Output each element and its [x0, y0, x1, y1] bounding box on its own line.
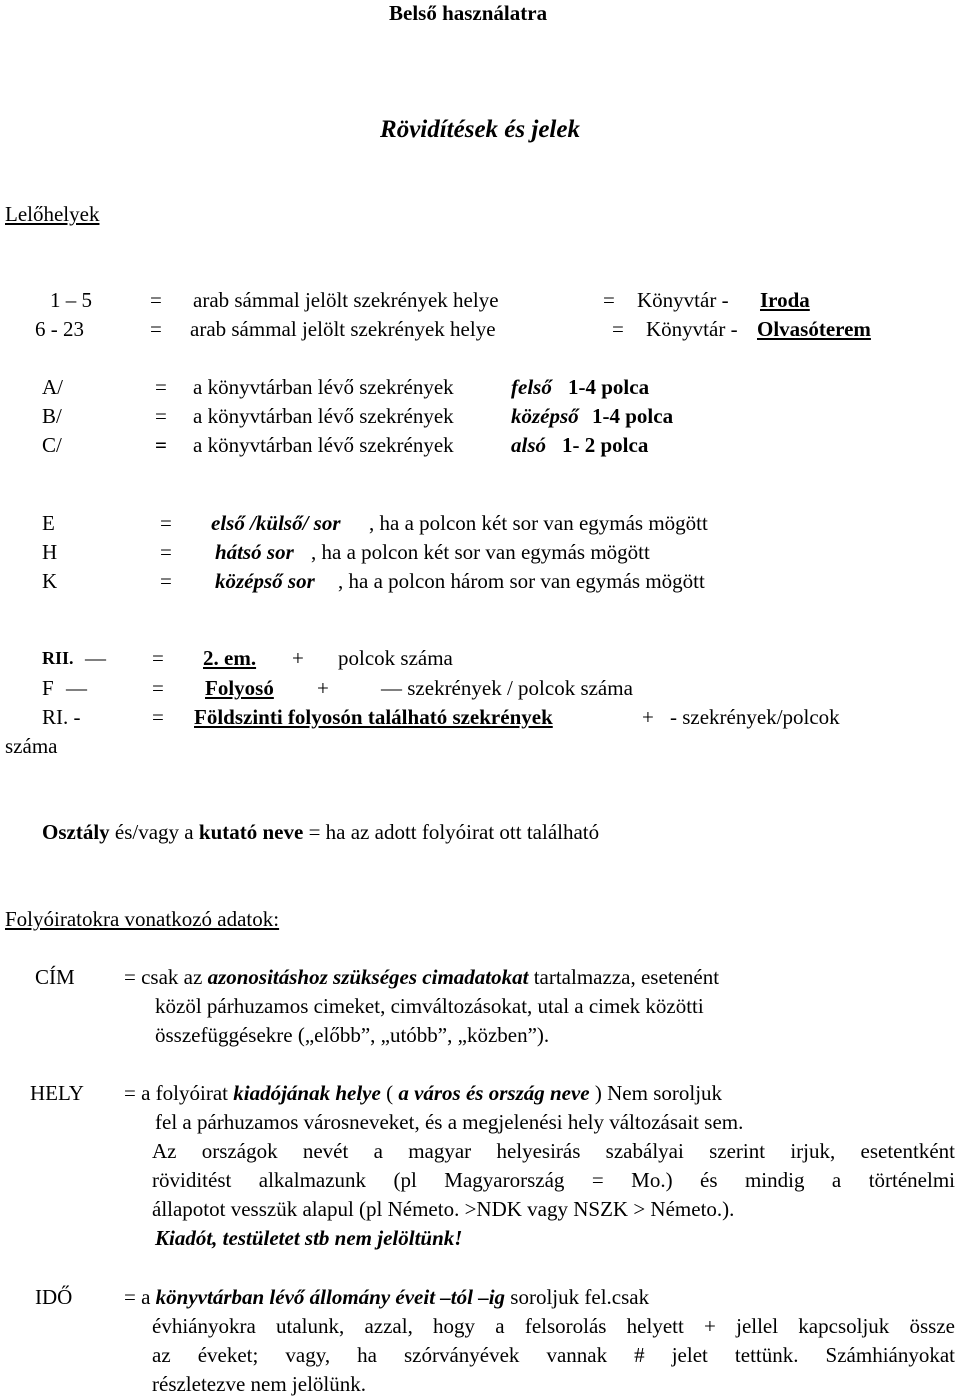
emphasis: a város és ország neve	[398, 1081, 590, 1105]
shelf-desc: a könyvtárban lévő szekrények	[193, 375, 454, 399]
text: = ha az adott folyóirat ott található	[308, 820, 600, 844]
row-desc: , ha a polcon két sor van egymás mögött	[369, 511, 708, 535]
researcher-label: kutató neve	[198, 820, 304, 844]
cim-label: CÍM	[35, 965, 75, 989]
shelf-desc: a könyvtárban lévő szekrények	[193, 404, 454, 428]
row-code: E	[42, 511, 55, 535]
corridor-code: F	[42, 676, 54, 700]
text: soroljuk fel.csak	[510, 1285, 650, 1309]
text: = a	[124, 1285, 151, 1309]
equals-sign: =	[155, 433, 167, 457]
row-desc: , ha a polcon három sor van egymás mögött	[338, 569, 705, 593]
equals-sign: =	[152, 705, 164, 729]
location-code: 6 - 23	[35, 317, 84, 341]
hely-note: Kiadót, testületet stb nem jelöltünk!	[155, 1226, 463, 1250]
row-name: hátsó sor	[215, 540, 294, 564]
location-desc: arab sámmal jelölt szekrények helye	[190, 317, 496, 341]
hely-line: állapotot vesszük alapul (pl Németo. >NDK vagy NSZK > Németo.).	[152, 1197, 735, 1221]
text: tartalmazza, esetenént	[533, 965, 720, 989]
corridor-value: Folyosó	[205, 676, 274, 700]
corridor-value: 2. em.	[203, 646, 257, 670]
text: ) Nem soroljuk	[594, 1081, 723, 1105]
emphasis: kiadójának helye	[233, 1081, 381, 1105]
equals-sign: =	[612, 317, 624, 341]
cim-line: összefüggésekre („előbb”, „utóbb”, „közben”).	[155, 1023, 550, 1047]
hely-line	[124, 1082, 722, 1105]
hely-line: Az országok nevét a magyar helyesirás szabályai szerint irjuk, esetentként	[152, 1139, 955, 1163]
location-place: Könyvtár -	[637, 288, 729, 312]
location-room: Olvasóterem	[757, 317, 871, 341]
ido-line: évhiányokra utalunk, azzal, hogy a felsorolás helyett + jellel kapcsoljuk össze	[152, 1314, 955, 1338]
internal-use-label: Belső használatra	[389, 1, 548, 25]
corridor-value: Földszinti folyosón található szekrények	[194, 705, 553, 729]
corridor-desc: polcok száma	[338, 646, 453, 670]
section-heading-periodicals: Folyóiratokra vonatkozó adatok:	[5, 907, 280, 931]
shelf-position: középső	[511, 404, 579, 428]
equals-sign: =	[160, 569, 172, 593]
corridor-code: RII.	[42, 648, 74, 668]
emphasis: könyvtárban lévő állomány éveit –tól –ig	[155, 1285, 506, 1309]
ido-line: az éveket; vagy, ha szórványévek vannak # jelet tettünk. Számhiányokat	[152, 1343, 955, 1367]
equals-sign: =	[155, 404, 167, 428]
hely-line: röviditést alkalmazunk (pl Magyarország = Mo.) és mindig a történelmi	[152, 1168, 955, 1192]
hely-line: fel a párhuzamos városneveket, és a megjelenési hely változásait sem.	[155, 1110, 744, 1134]
text: = a folyóirat	[124, 1081, 228, 1105]
corridor-desc: - szekrények/polcok	[670, 705, 840, 729]
equals-sign: =	[150, 288, 162, 312]
text: és/vagy a	[114, 820, 194, 844]
dash: —	[66, 676, 87, 700]
ido-line: részletezve nem jelölünk.	[152, 1372, 366, 1396]
shelf-range: 1-4 polca	[568, 375, 650, 399]
dash: —	[85, 646, 106, 670]
corridor-desc: — szekrények / polcok száma	[381, 676, 633, 700]
equals-sign: =	[150, 317, 162, 341]
emphasis: azonositáshoz szükséges cimadatokat	[207, 965, 529, 989]
shelf-range: 1-4 polca	[592, 404, 674, 428]
location-place: Könyvtár -	[646, 317, 738, 341]
location-code: 1 – 5	[50, 288, 92, 312]
equals-sign: =	[160, 511, 172, 535]
location-desc: arab sámmal jelölt szekrények helye	[193, 288, 499, 312]
corridor-code: RI. -	[42, 705, 81, 729]
equals-sign: =	[152, 676, 164, 700]
corridor-desc-cont: száma	[5, 734, 58, 758]
cim-line: közöl párhuzamos cimeket, cimváltozásokat, utal a cimek közötti	[155, 994, 704, 1018]
section-heading-lelohelyek: Lelőhelyek	[5, 202, 100, 226]
ido-label: IDŐ	[35, 1285, 73, 1309]
text: = csak az	[124, 965, 203, 989]
plus-sign: +	[292, 646, 304, 670]
hely-label: HELY	[30, 1081, 84, 1105]
row-name: első /külső/ sor	[211, 511, 341, 535]
plus-sign: +	[317, 676, 329, 700]
shelf-code: A/	[42, 375, 63, 399]
department-line	[42, 821, 599, 844]
shelf-position: felső	[511, 375, 552, 399]
equals-sign: =	[155, 375, 167, 399]
shelf-position: alsó	[511, 433, 547, 457]
shelf-desc: a könyvtárban lévő szekrények	[193, 433, 454, 457]
shelf-code: C/	[42, 433, 62, 457]
text: (	[386, 1081, 394, 1105]
department-label: Osztály	[42, 820, 110, 844]
row-code: H	[42, 540, 58, 564]
equals-sign: =	[603, 288, 615, 312]
row-code: K	[42, 569, 58, 593]
location-room: Iroda	[760, 288, 810, 312]
row-name: középső sor	[215, 569, 315, 593]
ido-line	[124, 1286, 649, 1309]
equals-sign: =	[160, 540, 172, 564]
plus-sign: +	[642, 705, 654, 729]
shelf-code: B/	[42, 404, 62, 428]
cim-line	[124, 966, 719, 989]
page-title: Rövidítések és jelek	[380, 116, 580, 143]
equals-sign: =	[152, 646, 164, 670]
row-desc: , ha a polcon két sor van egymás mögött	[311, 540, 650, 564]
shelf-range: 1- 2 polca	[562, 433, 649, 457]
